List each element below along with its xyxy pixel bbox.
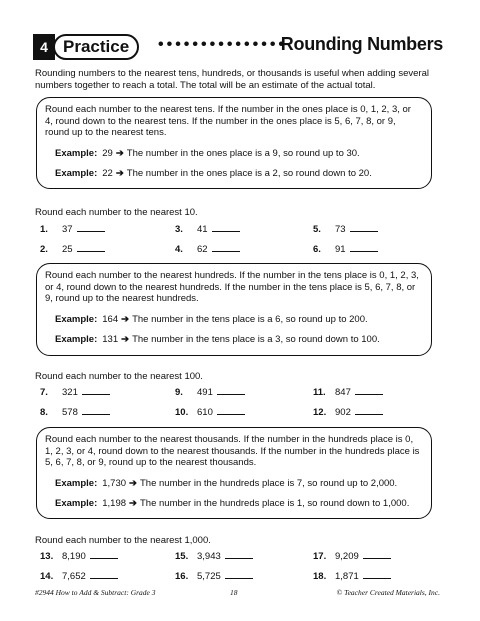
- footer-page-number: 18: [230, 588, 238, 597]
- rule-text: Round each number to the nearest thousands. If the number in the hundreds place is 0, 1, 2, 3, or 4, round down to the nearest thousands. If the number in the hundreds place is 5, 6, 7, 8, or 9, round up to the nearest thousands.: [45, 434, 420, 468]
- answer-blank[interactable]: [82, 386, 110, 395]
- rule-text: Round each number to the nearest hundreds. If the number in the tens place is 0, 1, 2, 3, or 4, round down to the nearest hundreds. If the number in the tens place is 5, 6, 7, 8, or 9, round up to the nearest hundreds.: [45, 270, 419, 304]
- section-instruction: Round each number to the nearest 100.: [35, 371, 203, 382]
- arrow-icon: ➔: [121, 313, 130, 325]
- problem-row: [40, 550, 420, 564]
- answer-blank[interactable]: [212, 243, 240, 252]
- intro-text: Rounding numbers to the nearest tens, hundreds, or thousands is useful when adding several numbers together to reach a total. The total will be an estimate of the actual total.: [35, 68, 429, 91]
- section-instruction: Round each number to the nearest 10.: [35, 207, 198, 218]
- problem-row: [40, 406, 420, 420]
- example-line: Example: 22 ➔ The number in the ones place is a 2, so round down to 20.: [55, 168, 372, 179]
- problem-item: 5. 73: [313, 223, 378, 235]
- page-title: Rounding Numbers: [280, 34, 443, 54]
- arrow-icon: ➔: [115, 147, 124, 159]
- problem-item: 1. 37: [40, 223, 105, 235]
- header-dots: •••••••••••••••: [158, 36, 288, 53]
- problem-item: 17. 9,209: [313, 550, 391, 562]
- footer-copyright: © Teacher Created Materials, Inc.: [336, 588, 440, 597]
- example-line: Example: 1,730 ➔ The number in the hundreds place is 7, so round up to 2,000.: [55, 477, 398, 489]
- example-line: Example: 131 ➔ The number in the tens place is a 3, so round down to 100.: [55, 334, 380, 345]
- arrow-icon: ➔: [115, 168, 124, 179]
- example-line: Example: 164 ➔ The number in the tens place is a 6, so round up to 200.: [55, 313, 368, 325]
- answer-blank[interactable]: [350, 243, 378, 252]
- answer-blank[interactable]: [90, 570, 118, 579]
- answer-blank[interactable]: [363, 570, 391, 579]
- problem-item: 10. 610: [175, 406, 245, 418]
- page-number-badge: 4: [33, 34, 55, 60]
- answer-blank[interactable]: [217, 406, 245, 415]
- problem-item: 6. 91: [313, 243, 378, 255]
- rule-box-hundreds: [36, 263, 432, 356]
- answer-blank[interactable]: [217, 386, 245, 395]
- problem-item: 16. 5,725: [175, 570, 253, 582]
- problem-item: 3. 41: [175, 223, 240, 235]
- problem-item: 9. 491: [175, 386, 245, 398]
- answer-blank[interactable]: [363, 550, 391, 559]
- answer-blank[interactable]: [355, 406, 383, 415]
- problem-item: 8. 578: [40, 406, 110, 418]
- answer-blank[interactable]: [350, 223, 378, 232]
- arrow-icon: ➔: [129, 498, 137, 509]
- arrow-icon: ➔: [129, 477, 137, 489]
- practice-label: Practice: [53, 34, 139, 60]
- problem-item: 4. 62: [175, 243, 240, 255]
- answer-blank[interactable]: [77, 223, 105, 232]
- problem-row: [40, 243, 420, 257]
- problem-item: 2. 25: [40, 243, 105, 255]
- problem-row: [40, 386, 420, 400]
- rule-box-tens: [36, 97, 432, 189]
- problem-item: 7. 321: [40, 386, 110, 398]
- rule-box-thousands: [36, 427, 432, 519]
- problem-item: 11. 847: [313, 386, 383, 398]
- problem-item: 14. 7,652: [40, 570, 118, 582]
- problem-row: [40, 570, 420, 584]
- problem-item: 12. 902: [313, 406, 383, 418]
- answer-blank[interactable]: [225, 550, 253, 559]
- answer-blank[interactable]: [77, 243, 105, 252]
- page-header: [33, 31, 443, 61]
- problem-item: 15. 3,943: [175, 550, 253, 562]
- problem-item: 13. 8,190: [40, 550, 118, 562]
- problem-item: 18. 1,871: [313, 570, 391, 582]
- section-instruction: Round each number to the nearest 1,000.: [35, 535, 211, 546]
- answer-blank[interactable]: [212, 223, 240, 232]
- footer-book-title: #2944 How to Add & Subtract: Grade 3: [35, 588, 156, 597]
- answer-blank[interactable]: [90, 550, 118, 559]
- problem-row: [40, 223, 420, 237]
- answer-blank[interactable]: [355, 386, 383, 395]
- example-line: Example: 29 ➔ The number in the ones place is a 9, so round up to 30.: [55, 147, 360, 159]
- answer-blank[interactable]: [225, 570, 253, 579]
- answer-blank[interactable]: [82, 406, 110, 415]
- example-line: Example: 1,198 ➔ The number in the hundreds place is 1, so round down to 1,000.: [55, 498, 410, 509]
- rule-text: Round each number to the nearest tens. If the number in the ones place is 0, 1, 2, 3, or 4, round down to the nearest tens. If the number in the ones place is 5, 6, 7, 8, or 9, round up to the nearest tens.: [45, 104, 411, 138]
- arrow-icon: ➔: [121, 334, 130, 345]
